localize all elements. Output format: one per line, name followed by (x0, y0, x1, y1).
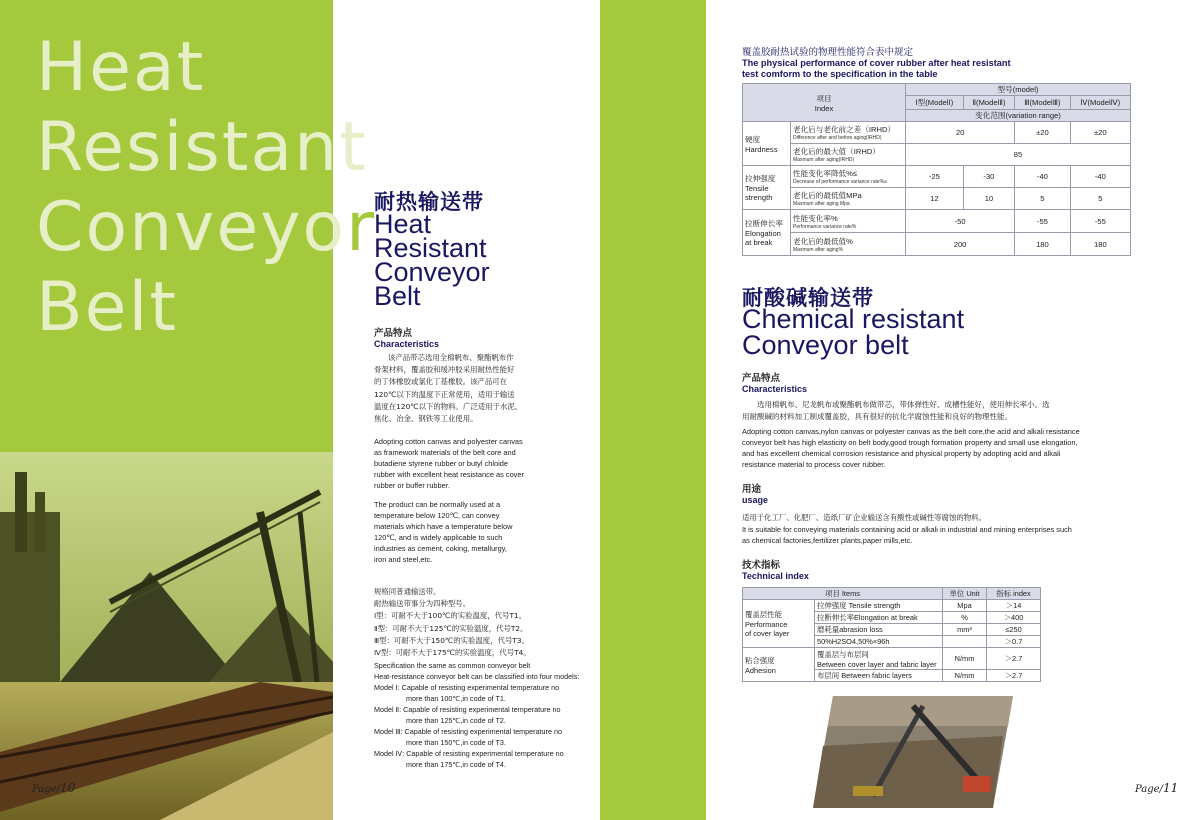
label-cn: 老化后的最低值% (793, 236, 853, 246)
group-cn: 硬度 (745, 134, 761, 144)
text-line: butadiene styrene rubber or butyl chloide (374, 459, 508, 468)
text-line: industries as cement, coking, metallurgy, (374, 544, 507, 553)
table1-title-en (742, 58, 1011, 80)
characteristics-heading (374, 325, 439, 349)
table-cell: -30 (963, 166, 1014, 188)
text-line: Adopting cotton canvas,nylon canvas or polyester canvas as the belt core,the acid and alkali resistance (742, 427, 1080, 436)
paragraph-cn (742, 399, 1107, 423)
paragraph-en-2 (374, 499, 546, 565)
text-line: Between cover layer and fabric layer (817, 659, 937, 669)
table-cell: -25 (906, 166, 964, 188)
big-title-line: Resistant (36, 108, 368, 187)
model-item (374, 726, 596, 748)
table-cell: 磨耗量abrasion loss (815, 624, 943, 636)
table-cell: N/mm (943, 648, 987, 670)
usage-heading (742, 481, 768, 505)
table-cell: ＞2.7 (987, 670, 1041, 682)
title-cn: 耐热输送带 (374, 190, 484, 214)
table-cell: ＞14 (987, 600, 1041, 612)
table-cell: 5 (1015, 188, 1071, 210)
table-cell: -55 (1015, 210, 1071, 233)
big-watermark-title (36, 28, 376, 348)
index-header: 指标 index (987, 588, 1041, 600)
table-cell: ≤250 (987, 624, 1041, 636)
paragraph-cn (374, 352, 544, 425)
text-line: Ⅰ型：可耐不大于100℃的实验温度，代号T1。 (374, 611, 527, 621)
heat-test-table (742, 83, 1131, 256)
table-cell: -50 (906, 210, 1015, 233)
text-line: 温度在120℃以下的物料。广泛适用于水泥、 (374, 401, 523, 411)
table-cell: -55 (1070, 210, 1130, 233)
usage-text (742, 512, 1112, 546)
group-en: Tensile (745, 184, 769, 193)
group-en: Adhesion (745, 665, 776, 675)
section-heading-cn: 技术指标 (742, 560, 781, 571)
text-line: temperature below 120℃, can convey (374, 511, 500, 520)
label-cn: 性能变化率降低%≤ (793, 169, 858, 178)
text-line: 规格同普通输送带。 (374, 587, 441, 596)
model-col: Ⅱ(ModelⅡ) (963, 96, 1014, 110)
title-en-line: Resistant (374, 233, 487, 263)
big-title-line: Belt (36, 268, 179, 347)
text-line: Model Ⅰ: Capable of resisting experimental temperature no (374, 683, 560, 692)
text-line: Ⅲ型：可耐不大于150℃的实验温度，代号T3。 (374, 635, 529, 645)
text-line: 该产品带芯选用全棉帆布、聚酯帆布作 (388, 353, 514, 362)
row-label (791, 233, 906, 256)
model-col: Ⅰ型(ModelⅠ) (906, 96, 964, 110)
label-cn: 老化后与老化前之差（IRHD） (793, 125, 896, 134)
text-line: test comform to the specification in the table (742, 69, 938, 79)
model-item (374, 748, 596, 770)
model-item (374, 704, 596, 726)
text-line: Specification the same as common conveyor belt (374, 661, 531, 670)
model-col: Ⅳ(ModelⅣ) (1070, 96, 1130, 110)
title-en (374, 209, 490, 311)
text-line: Model Ⅳ: Capable of resisting experimental temperature no (374, 749, 564, 758)
models-en (374, 660, 596, 770)
page-number-value: 11 (1162, 781, 1179, 795)
center-green-band (600, 0, 706, 820)
table-cell: 12 (906, 188, 964, 210)
text-line: 耐热输送带事分为四种型号。 (374, 599, 471, 609)
table-cell: 布层间 Between fabric layers (815, 670, 943, 682)
text-line: as chemical factories,fertilizer plants,paper mills,etc. (742, 536, 913, 546)
technical-index-table (742, 587, 1041, 682)
chemical-belt-photo (813, 696, 1013, 808)
text-line: Model Ⅱ: Capable of resisting experimental temperature no (374, 705, 561, 714)
text-line: more than 175℃,in code of T4. (406, 760, 506, 769)
section-heading-cn: 产品特点 (742, 373, 781, 384)
items-header: 项目 Items (743, 588, 943, 600)
table-cell: 20 (906, 122, 1015, 144)
table-cell: ＞2.7 (987, 648, 1041, 670)
text-line: Ⅱ型：可耐不大于125℃的实验温度，代号T2。 (374, 623, 528, 633)
header-cn: 项目 (816, 93, 832, 103)
table-cell: 10 (963, 188, 1014, 210)
group-cn: 拉伸强度 (745, 174, 776, 183)
text-line: rubber or buffer rubber. (374, 481, 450, 490)
technical-heading (742, 557, 809, 581)
table-cell: mm³ (943, 624, 987, 636)
conveyor-photo (0, 452, 333, 820)
group-elongation (743, 210, 791, 256)
big-title-tail: r (346, 188, 377, 267)
label-en: Difference after and before aging(IRHD) (793, 135, 882, 141)
table-cell: ＞0.7 (987, 636, 1041, 648)
text-line: as framework materials of the belt core and (374, 448, 516, 457)
label-en: Maxmum after aging% (793, 246, 844, 253)
title-en (742, 306, 964, 358)
section-heading-cn: 产品特点 (374, 328, 413, 339)
group-en: Hardness (745, 144, 778, 154)
section-heading-en: Characteristics (374, 339, 440, 349)
title-cn: 耐酸碱输送带 (742, 286, 874, 310)
label-cn: 性能变化率% (793, 213, 838, 223)
big-title-line: Heat (36, 28, 206, 107)
title-en-line: Belt (374, 281, 421, 311)
model-header: 型号(model) (906, 84, 1131, 96)
index-header (743, 84, 906, 122)
table-cell: 180 (1070, 233, 1130, 256)
row-label (791, 188, 906, 210)
title-en-line: Heat (374, 209, 432, 239)
table-cell: ±20 (1070, 122, 1130, 144)
text-line: 适用于化工厂、化肥厂、造纸厂矿企业输送含有酸性或碱性等腐蚀的物料。 (742, 513, 986, 522)
row-label (791, 166, 906, 188)
table-cell: 50%H2SO4,50%×96h (815, 636, 943, 648)
row-label (791, 210, 906, 233)
text-line: Heat-resistance conveyor belt can be classified into four models: (374, 672, 580, 681)
group-en: Elongation (745, 229, 781, 238)
text-line: 骨架材料，覆盖胶和缓冲胶采用耐热性能好 (374, 365, 515, 375)
table-cell: ±20 (1015, 122, 1071, 144)
table-cell: 5 (1070, 188, 1130, 210)
unit-header: 单位 Unit (943, 588, 987, 600)
table-cell (943, 636, 987, 648)
label-en: Maxmum after aging Mpa (793, 201, 850, 207)
table-cell: 85 (906, 144, 1131, 166)
table-cell: 拉伸强度 Tensile strength (815, 600, 943, 612)
page-number-value: 10 (59, 781, 76, 795)
table-cell: % (943, 612, 987, 624)
text-line: 覆盖层与布层间 (817, 649, 869, 659)
model-item (374, 682, 596, 704)
text-line: Adopting cotton canvas and polyester canvas (374, 437, 523, 446)
characteristics-heading (742, 370, 807, 394)
big-title-word: Conveyo (36, 188, 347, 267)
group-cn: 覆盖层性能 (745, 610, 782, 619)
table-cell: Mpa (943, 600, 987, 612)
page-number (1135, 781, 1178, 795)
group-adhesion (743, 648, 815, 682)
table-cell (815, 648, 943, 670)
big-title-line (36, 188, 376, 268)
page-label: Page/ (32, 784, 60, 795)
label-en: Maxmum after aging(IRHD) (793, 157, 855, 163)
table-cell: 180 (1015, 233, 1071, 256)
table-cell: N/mm (943, 670, 987, 682)
section-heading-en: usage (742, 495, 769, 505)
group-cn: 粘合强度 (745, 655, 775, 665)
label-cn: 老化后的最低值MPa (793, 191, 862, 200)
group-cn: 拉断伸长率 (745, 219, 783, 228)
text-line: 120℃, and is widely applicable to such (374, 533, 503, 542)
text-line: 的丁体橡胶或氯化丁基橡胶。该产品可在 (374, 377, 508, 387)
header-en: Index (814, 103, 834, 113)
label-en: Decrease of performance variance rate%≤ (793, 179, 887, 185)
group-hardness (743, 122, 791, 166)
title-en-line: Conveyor (374, 257, 490, 287)
variation-header: 变化范围(variation range) (906, 110, 1131, 122)
table-cell: 200 (906, 233, 1015, 256)
text-line: more than 100℃,in code of T1. (406, 694, 506, 703)
table-cell: ＞400 (987, 612, 1041, 624)
text-line: 120℃以下的温度下正常使用，适用于输送 (374, 389, 515, 399)
text-line: more than 125℃,in code of T2. (406, 716, 506, 725)
row-label (791, 144, 906, 166)
paragraph-en (742, 426, 1107, 470)
models-cn (374, 586, 594, 659)
text-line: conveyor belt has high elasticity on belt body,good trough formation property and small use elongation, (742, 438, 1078, 447)
text-line: resistance material to process cover rubber. (742, 460, 886, 469)
section-heading-en: Technical index (742, 571, 809, 581)
title-en-line: Conveyor belt (742, 330, 909, 360)
group-tensile (743, 166, 791, 210)
table1-title-cn: 覆盖胶耐热试验的物理性能符合表中规定 (742, 47, 914, 58)
section-heading-cn: 用途 (742, 484, 762, 495)
text-line: 焦化、冶金、钢铁等工业使用。 (374, 414, 478, 424)
group-en: of cover layer (745, 629, 790, 638)
text-line: materials which have a temperature below (374, 522, 513, 531)
group-en: strength (745, 193, 773, 202)
table-cell: 拉断伸长率Elongation at break (815, 612, 943, 624)
group-en: Performance (745, 620, 788, 629)
text-line: rubber with excellent heat resistance as cover (374, 470, 524, 479)
text-line: 用耐酸碱的材料加工制成覆盖胶，具有很好的抗化学腐蚀性能和良好的物理性能。 (742, 412, 1012, 422)
section-heading-en: Characteristics (742, 384, 808, 394)
label-en: Performance variance rate% (793, 223, 857, 230)
paragraph-en-1 (374, 436, 546, 491)
text-line: and has excellent chemical corrosion resistance and physical property by adopting acid and alkali (742, 449, 1061, 458)
page-number (32, 781, 75, 795)
text-line: more than 150℃,in code of T3. (406, 738, 506, 747)
text-line: Ⅳ型：可耐不大于175℃的实验温度，代号T4。 (374, 648, 531, 658)
label-cn: 老化后的最大值（IRHD） (793, 147, 880, 156)
text-line: Model Ⅲ: Capable of resisting experimental temperature no (374, 727, 562, 736)
group-cover-performance (743, 600, 815, 648)
title-en-line: Chemical resistant (742, 304, 965, 334)
model-col: Ⅲ(ModelⅢ) (1015, 96, 1071, 110)
text-line: The product can be normally used at a (374, 500, 501, 509)
text-line: The physical performance of cover rubber after heat resistant (742, 58, 1011, 68)
text-line: 选用棉帆布、尼龙帆布或聚酯帆布做带芯，带体弹性好、成槽性能好，使用伸长率小。选 (742, 400, 1050, 409)
table1-title (742, 44, 1011, 80)
text-line: It is suitable for conveying materials containing acid or alkali in industrial and mining enterprises such (742, 525, 1072, 535)
table-cell: -40 (1015, 166, 1071, 188)
row-label (791, 122, 906, 144)
text-line: iron and steel,etc. (374, 555, 433, 564)
group-en: at break (745, 238, 773, 247)
page-label: Page/ (1135, 784, 1163, 795)
table-cell: -40 (1070, 166, 1130, 188)
